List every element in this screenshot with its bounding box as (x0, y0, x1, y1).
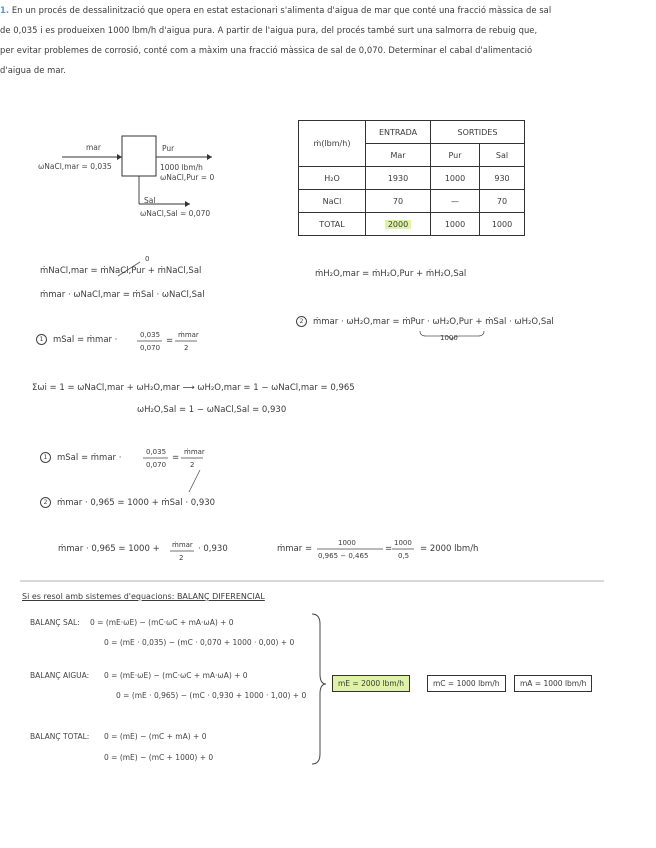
eq-nacl-balance: ṁNaCl,mar = ṁNaCl,Pur + ṁNaCl,Sal (40, 266, 202, 276)
table-row: NaCl 70 — 70 (299, 190, 525, 213)
eq-msal-2: 1 mSal = ṁmar · (40, 452, 121, 464)
table-row: TOTAL 2000 1000 1000 (299, 213, 525, 236)
eq-msal: 1 mSal = ṁmar · (36, 334, 117, 346)
table-col-pur: Pur (431, 144, 480, 167)
circled-1: 1 (36, 334, 47, 345)
pur-label: Pur (162, 144, 175, 153)
eq-substitution: 2 ṁmar · 0,965 = 1000 + ṁSal · 0,930 (40, 497, 215, 509)
problem-line-3: per evitar problemes de corrosió, conté com a màxim una fracció màssica de sal de 0,070. Determinar el cabal d'alimentació (0, 45, 533, 55)
bal-sal-eq2: 0 = (mE · 0,035) − (mC · 0,070 + 1000 · 0,00) + 0 (104, 638, 295, 647)
process-box (122, 136, 156, 176)
bal-sal-eq1: 0 = (mE·ωE) − (mC·ωC + mA·ωA) + 0 (90, 618, 234, 627)
circled-2: 2 (296, 316, 307, 327)
table-corner: ṁ(lbm/h) (299, 121, 366, 167)
bal-sal-label: BALANÇ SAL: (30, 618, 80, 627)
table-row: H₂O 1930 1000 930 (299, 167, 525, 190)
bal-total-eq1: 0 = (mE) − (mC + mA) + 0 (104, 732, 207, 741)
pur-fraction: ωNaCl,Pur = 0 (160, 173, 215, 182)
table-header-entrada: ENTRADA (366, 121, 431, 144)
problem-line-2: de 0,035 i es produeixen 1000 lbm/h d'aigua pura. A partir de l'aigua pura, del procés també surt una salmorra de rebuig que, (0, 25, 538, 35)
eq-water-balance: ṁH₂O,mar = ṁH₂O,Pur + ṁH₂O,Sal (315, 269, 467, 279)
table-col-mar: Mar (366, 144, 431, 167)
system-brace (312, 614, 326, 764)
sal-label: Sal (144, 196, 156, 205)
mar-label: mar (86, 143, 101, 152)
problem-number: 1. (0, 5, 10, 15)
bal-total-eq2: 0 = (mE) − (mC + 1000) + 0 (104, 753, 214, 762)
eq-result: ṁmar = (277, 544, 313, 554)
pur-flow: 1000 lbm/h (160, 163, 203, 172)
result-mc-box: mC = 1000 lbm/h (427, 675, 506, 692)
eq-sum-fractions: Σωi = 1 = ωNaCl,mar + ωH₂O,mar ⟶ ωH₂O,mar = 1 − ωNaCl,mar = 0,965 (32, 383, 355, 393)
sal-fraction: ωNaCl,Sal = 0,070 (140, 209, 211, 218)
circled-2b: 2 (40, 497, 51, 508)
result-ma-box: mA = 1000 lbm/h (514, 675, 592, 692)
bal-aigua-eq2: 0 = (mE · 0,965) − (mC · 0,930 + 1000 · 1,00) + 0 (116, 691, 307, 700)
bal-aigua-label: BALANÇ AIGUA: (30, 671, 90, 680)
problem-line-1: 1. En un procés de dessalinització que opera en estat estacionari s'alimenta d'aigua de mar que conté una fracció màssica de sal (0, 5, 552, 15)
bal-aigua-eq1: 0 = (mE·ωE) − (mC·ωC + mA·ωA) + 0 (104, 671, 248, 680)
eq-zero-mark: 0 (145, 255, 150, 263)
circled-1b: 1 (40, 452, 51, 463)
mass-balance-table (298, 120, 525, 236)
eq-nacl-fraction: ṁmar · ωNaCl,mar = ṁSal · ωNaCl,Sal (40, 290, 205, 300)
eq-water-fraction: 2 ṁmar · ωH₂O,mar = ṁPur · ωH₂O,Pur + ṁSal · ωH₂O,Sal (296, 316, 554, 328)
underbrace-value: 1000 (440, 334, 458, 342)
eq-water-sal-fraction: ωH₂O,Sal = 1 − ωNaCl,Sal = 0,930 (137, 405, 287, 415)
highlighted-total: 2000 (385, 220, 411, 229)
mar-fraction: ωNaCl,mar = 0,035 (38, 162, 112, 171)
table-header-sortides: SORTIDES (431, 121, 525, 144)
eq-combined: ṁmar · 0,965 = 1000 + (58, 544, 160, 554)
section2-title: Si es resol amb sistemes d'equacions: BALANÇ DIFERENCIAL (22, 592, 265, 601)
bal-total-label: BALANÇ TOTAL: (30, 732, 90, 741)
table-col-sal: Sal (480, 144, 525, 167)
problem-line-4: d'aigua de mar. (0, 65, 67, 75)
final-result: = 2000 lbm/h (420, 544, 479, 554)
result-me-box: mE = 2000 lbm/h (332, 675, 410, 692)
